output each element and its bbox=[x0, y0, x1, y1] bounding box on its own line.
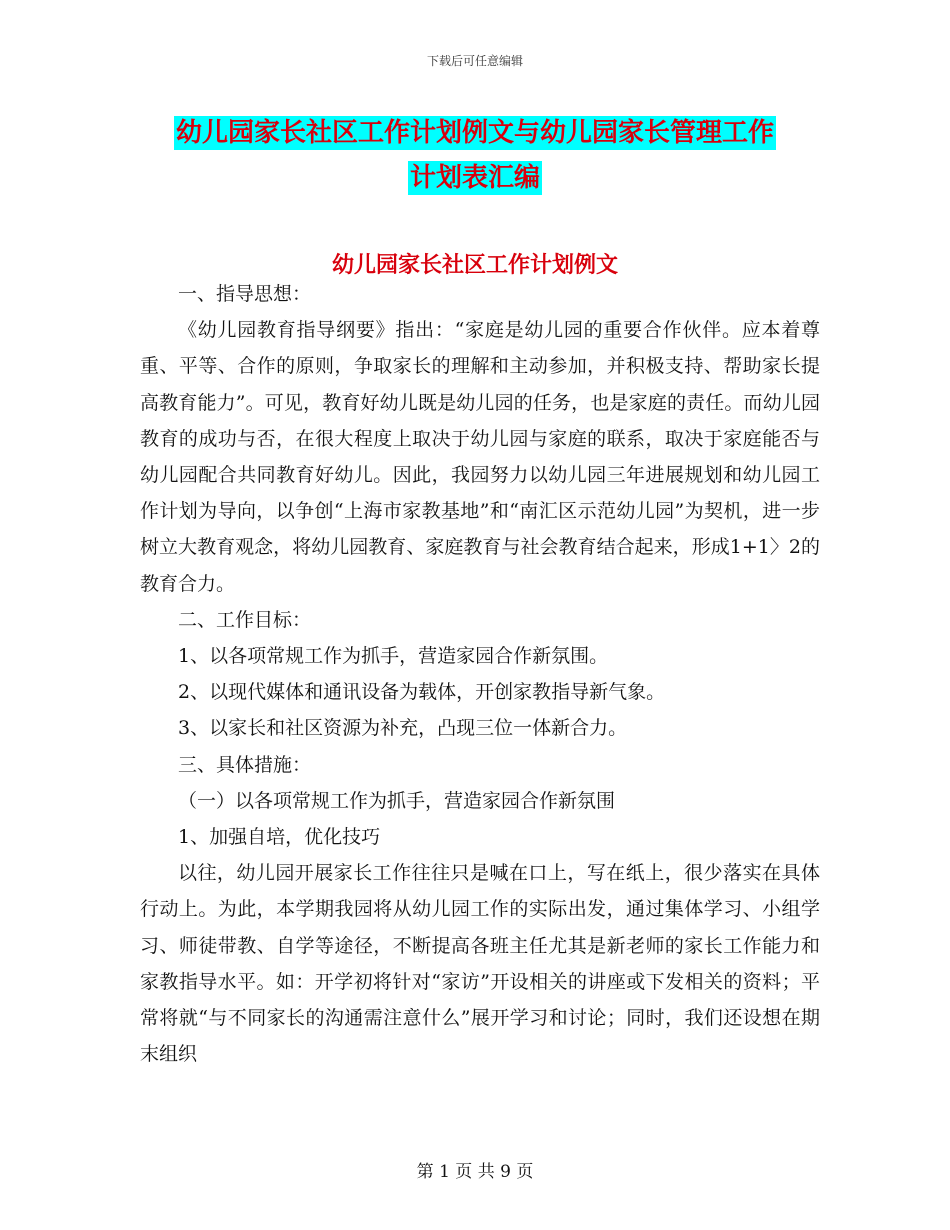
body-text bbox=[140, 276, 820, 1072]
goal-item: 1、以各项常规工作为抓手，营造家园合作新氛围。 bbox=[178, 645, 609, 668]
document-title-line1 bbox=[0, 112, 950, 149]
title-highlight: 幼儿园家长社区工作计划例文与幼儿园家长管理工作 bbox=[175, 118, 774, 148]
heading-guiding-ideology: 一、指导思想： bbox=[178, 283, 312, 305]
heading-work-goals: 二、工作目标： bbox=[178, 608, 312, 631]
paragraph: 以往，幼儿园开展家长工作往往只是喊在口上，写在纸上，很少落实在具体行动上。为此，本学期我园将从幼儿园工作的实际出发，通过集体学习、小组学习、师徒带教、自学等途径，不断提高各班主任尤其是新老师的家长工作能力和家教指导水平。如：开学初将针对“家访”开设相关的讲座或下发相关的资料；平常将就“与不同家长的沟通需注意什么”展开学习和讨论；同时，我们还设想在期末组织 bbox=[140, 862, 820, 1066]
section-title: 幼儿园家长社区工作计划例文 bbox=[331, 253, 618, 278]
goal-item: 3、以家长和社区资源为补充，凸现三位一体新合力。 bbox=[178, 717, 628, 740]
header-note: 下载后可任意编辑 bbox=[426, 54, 523, 68]
page-footer: 第 1 页 共 9 页 bbox=[416, 1162, 534, 1182]
goal-item: 2、以现代媒体和通讯设备为载体，开创家教指导新气象。 bbox=[178, 681, 666, 704]
paragraph: 《幼儿园教育指导纲要》指出：“家庭是幼儿园的重要合作伙伴。应本着尊重、平等、合作的原则，争取家长的理解和主动参加，并积极支持、帮助家长提高教育能力”。可见，教育好幼儿既是幼儿园的任务，也是家庭的责任。而幼儿园教育的成功与否，在很大程度上取决于幼儿园与家庭的联系，取决于家庭能否与幼儿园配合共同教育好幼儿。因此，我园努力以幼儿园三年进展规划和幼儿园工作计划为导向，以争创“上海市家教基地”和“南汇区示范幼儿园”为契机，进一步树立大教育观念，将幼儿园教育、家庭教育与社会教育结合起来，形成1+1〉2的教育合力。 bbox=[140, 319, 820, 595]
subheading: （一）以各项常规工作为抓手，营造家园合作新氛围 bbox=[178, 789, 616, 812]
subheading: 1、加强自培，优化技巧 bbox=[178, 826, 381, 849]
heading-measures: 三、具体措施： bbox=[178, 753, 312, 776]
title-highlight: 计划表汇编 bbox=[409, 163, 540, 193]
document-title-line2 bbox=[0, 157, 950, 194]
